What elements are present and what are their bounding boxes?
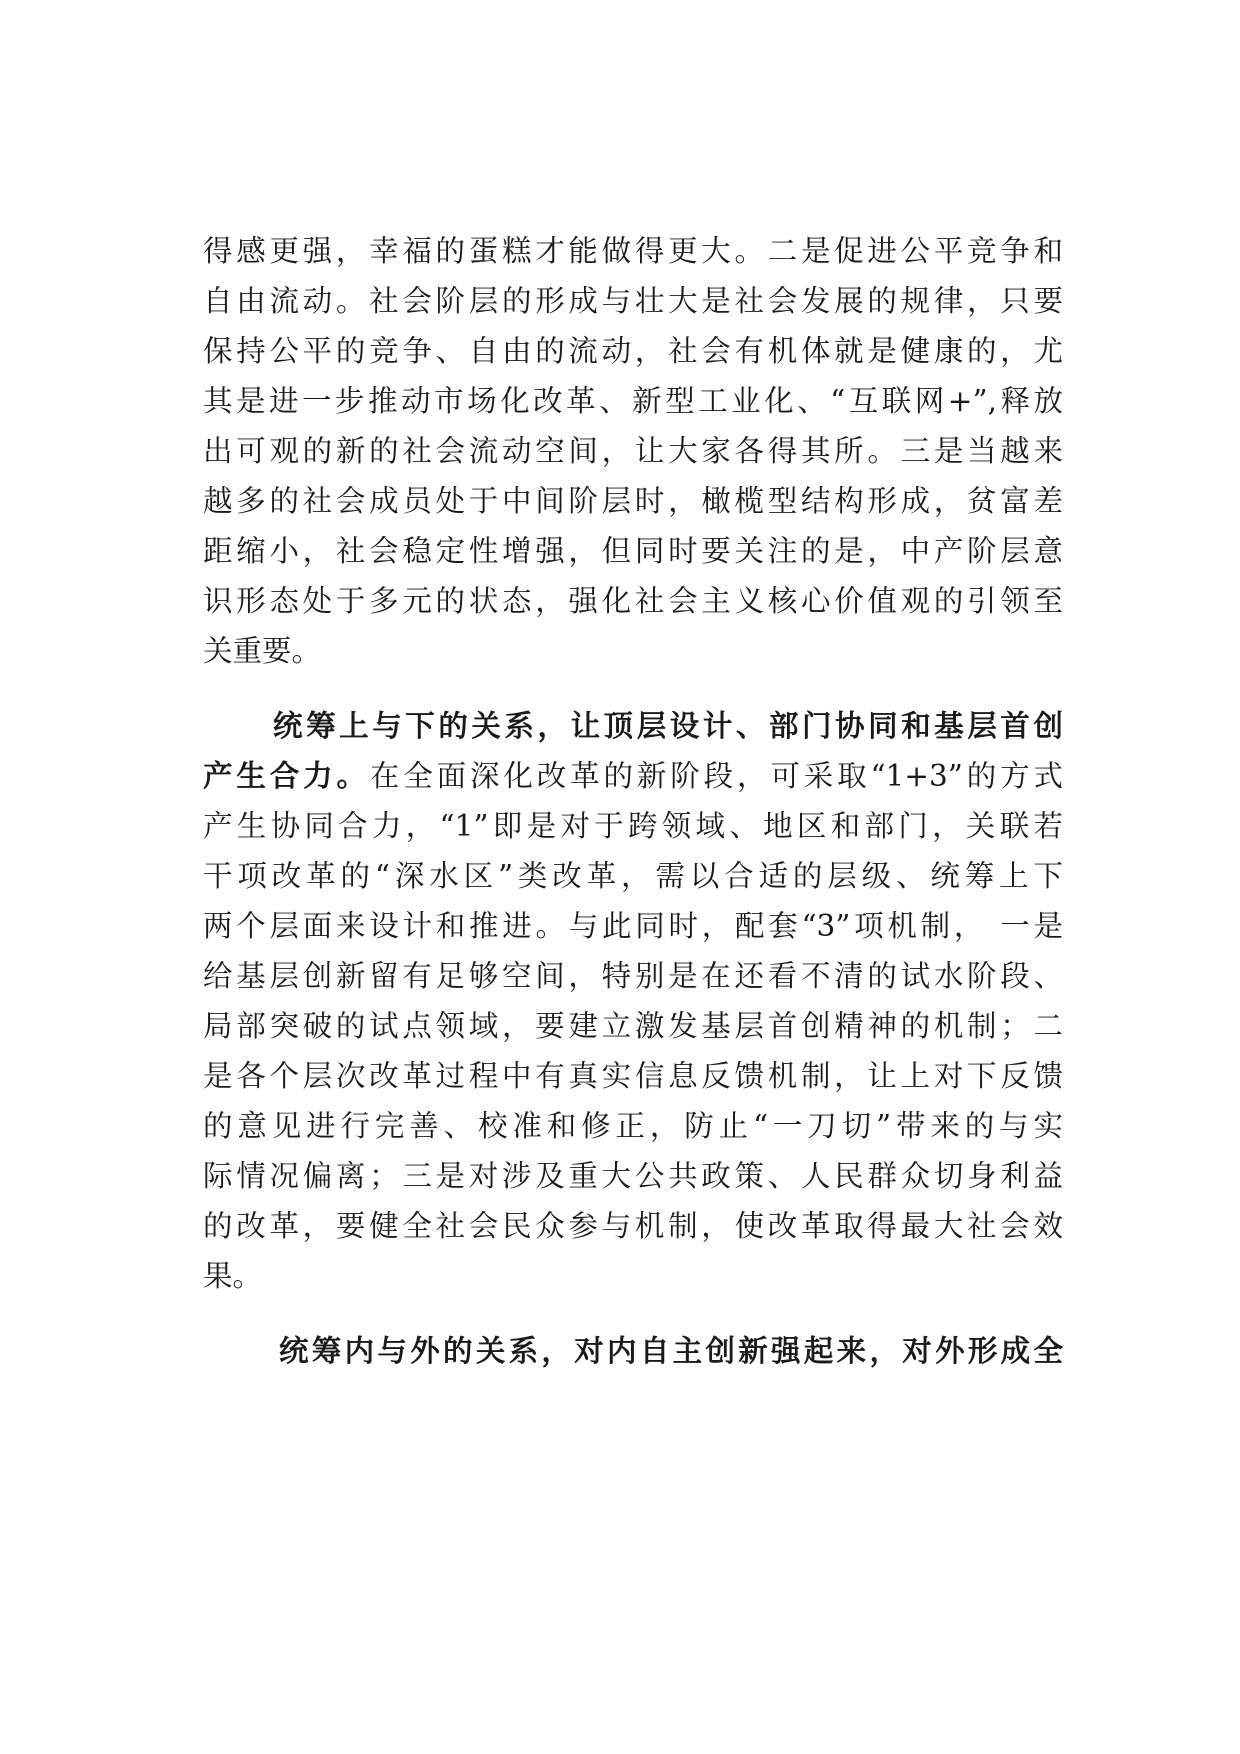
section-heading: 统筹内与外的关系，对内自主创新强起来，对外形成全	[279, 1333, 1063, 1368]
paragraph-line: 干项改革的“深水区”类改革，需以合适的层级、统筹上下	[203, 859, 1063, 893]
paragraph-line: 越多的社会成员处于中间阶层时，橄榄型结构形成，贫富差	[203, 484, 1063, 518]
body-text	[203, 226, 1063, 1376]
paragraph-line-rest: 在全面深化改革的新阶段，可采取“1+3”的方式	[369, 759, 1063, 793]
paragraph-line: 果。	[203, 1259, 263, 1293]
paragraph-line: 自由流动。社会阶层的形成与壮大是社会发展的规律，只要	[203, 284, 1063, 318]
paragraph-line: 的意见进行完善、校准和修正，防止“一刀切”带来的与实	[203, 1109, 1063, 1143]
paragraph-line: 两个层面来设计和推进。与此同时，配套“3”项机制， 一是	[203, 909, 1063, 943]
paragraph-line: 出可观的新的社会流动空间，让大家各得其所。三是当越来	[203, 434, 1063, 468]
paragraph-1	[203, 226, 1063, 676]
paragraph-line: 得感更强，幸福的蛋糕才能做得更大。二是促进公平竞争和	[203, 234, 1063, 268]
section-heading-end: 产生合力。	[203, 758, 370, 793]
paragraph-line: 际情况偏离；三是对涉及重大公共政策、人民群众切身利益	[203, 1159, 1063, 1193]
paragraph-line: 给基层创新留有足够空间，特别是在还看不清的试水阶段、	[203, 959, 1063, 993]
paragraph-line: 是各个层次改革过程中有真实信息反馈机制，让上对下反馈	[203, 1059, 1063, 1093]
paragraph-line: 的改革，要健全社会民众参与机制，使改革取得最大社会效	[203, 1209, 1063, 1243]
paragraph-3	[203, 1326, 1063, 1376]
section-heading: 统筹上与下的关系，让顶层设计、部门协同和基层首创	[273, 708, 1063, 743]
paragraph-line: 识形态处于多元的状态，强化社会主义核心价值观的引领至	[203, 584, 1063, 618]
paragraph-line: 关重要。	[203, 634, 322, 668]
paragraph-line	[203, 751, 1063, 801]
paragraph-line: 产生协同合力，“1”即是对于跨领域、地区和部门，关联若	[203, 809, 1063, 843]
paragraph-line: 距缩小，社会稳定性增强，但同时要关注的是，中产阶层意	[203, 534, 1063, 568]
paragraph-line: 保持公平的竞争、自由的流动，社会有机体就是健康的，尤	[203, 334, 1063, 368]
paragraph-line: 其是进一步推动市场化改革、新型工业化、“互联网+”,释放	[203, 384, 1063, 418]
paragraph-2	[203, 701, 1063, 1301]
paragraph-line: 局部突破的试点领域，要建立激发基层首创精神的机制；二	[203, 1009, 1063, 1043]
